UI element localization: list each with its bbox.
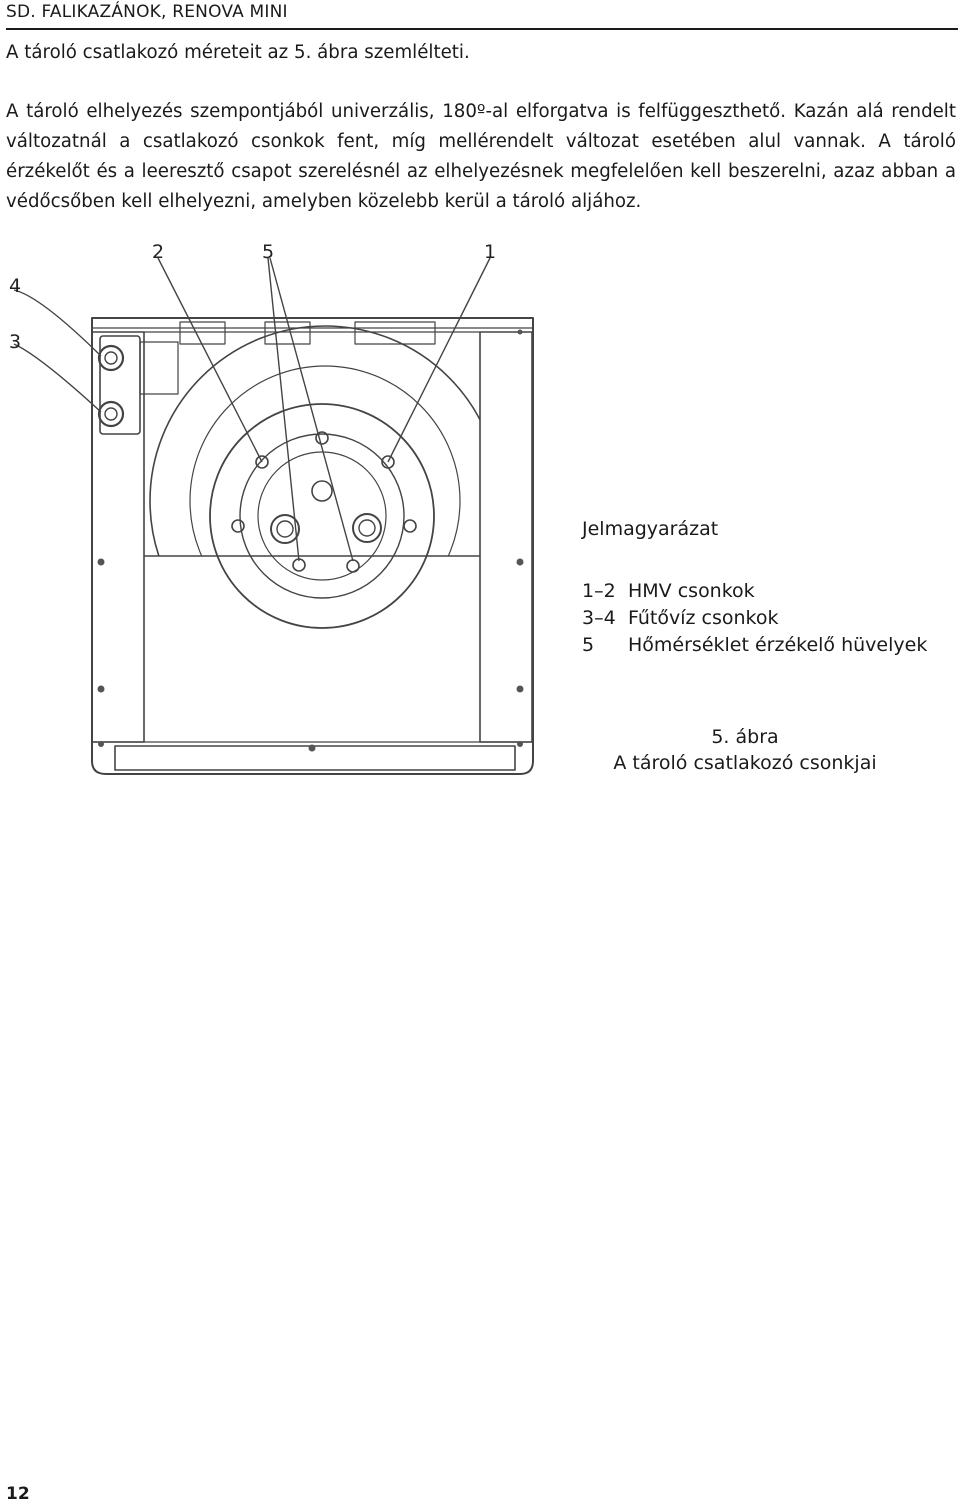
connector-3 [99, 402, 123, 426]
callout-3: 3 [9, 331, 22, 353]
legend-item-text: Hőmérséklet érzékelő hüvelyek [628, 634, 928, 656]
sensor-sleeve-right [347, 560, 359, 572]
figure-title: A tároló csatlakozó csonkjai [613, 752, 877, 774]
legend-title: Jelmagyarázat [582, 518, 719, 540]
callout-1: 1 [484, 241, 497, 263]
callout-4: 4 [9, 275, 22, 297]
nozzle-right [353, 514, 381, 542]
running-header [6, 2, 958, 30]
page-number: 12 [6, 1484, 30, 1504]
legend-item-text: HMV csonkok [628, 580, 755, 602]
housing-outline [92, 318, 533, 774]
header-title: SD. FALIKAZÁNOK, RENOVA MINI [6, 2, 288, 22]
right-post [480, 332, 532, 742]
flange-inner [240, 434, 404, 598]
paragraph-placement: A tároló elhelyezés szempontjából univerzális, 180º-al elforgatva is felfüggeszthető. Kazán alá rendelt változatnál a csatlakozó csonkok fent, míg mellérendelt változat esetében alul vannak. A tároló érzékelőt és a leeresztő csapot szerelésnél az elhelyezésnek megfelelően kell beszerelni, azaz abban a védőcsőben kell elhelyezni, amelyben közelebb kerül a tároló aljához. [6, 101, 956, 212]
tank-connection-drawing [0, 236, 560, 796]
legend-item-text: Fűtővíz csonkok [628, 607, 779, 629]
paragraph-intro: A tároló csatlakozó méreteit az 5. ábra szemlélteti. [6, 42, 470, 63]
center-plug [312, 481, 332, 501]
legend-item-number: 5 [582, 634, 595, 656]
legend-item-number: 3–4 [582, 607, 616, 629]
callout-5: 5 [262, 241, 275, 263]
figure-number: 5. ábra [711, 726, 779, 748]
legend-item-number: 1–2 [582, 580, 616, 602]
connector-4 [99, 346, 123, 370]
callout-2: 2 [152, 241, 165, 263]
